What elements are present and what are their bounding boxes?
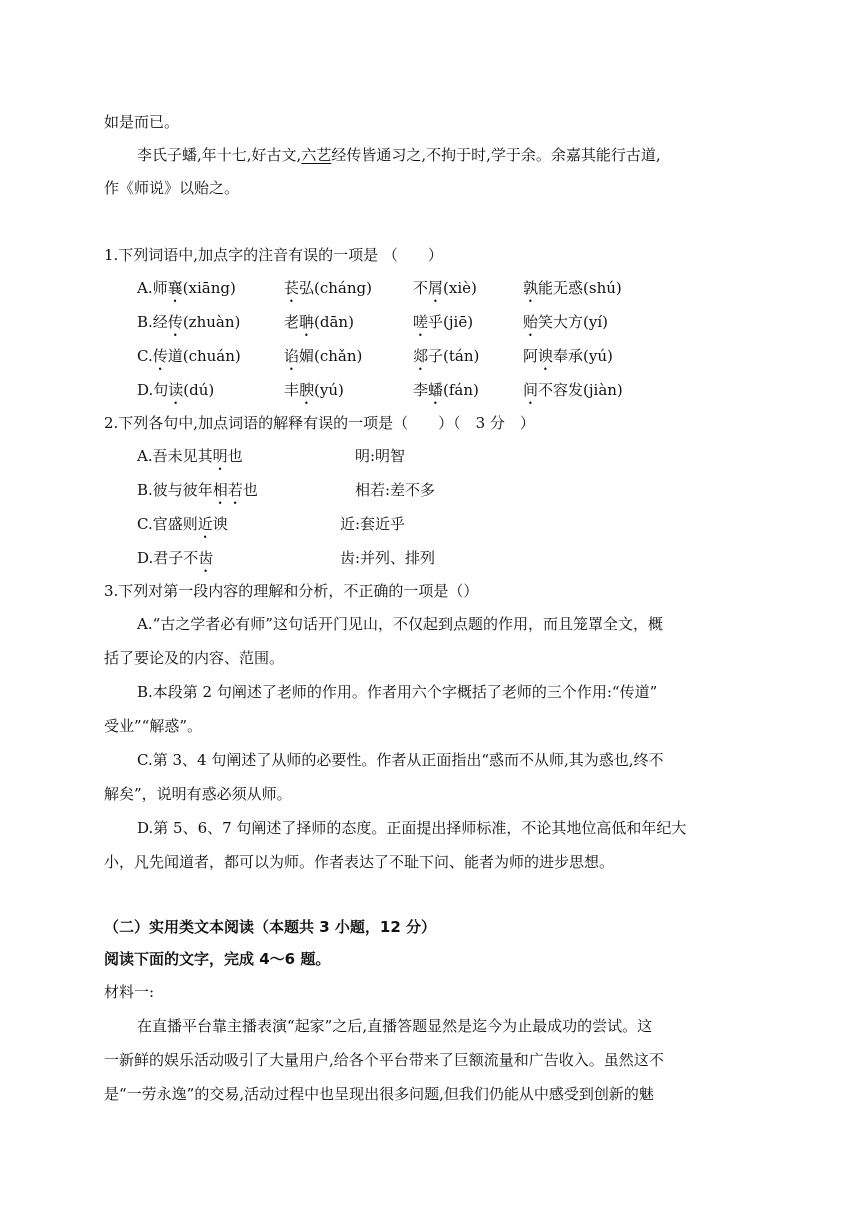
term-text: 乎(jiē) xyxy=(428,313,474,331)
sentence-text: C.官盛则 xyxy=(137,515,198,533)
q1-option-d-term xyxy=(413,380,479,408)
q1-option-a-term xyxy=(523,278,622,306)
q2-option-sentence xyxy=(137,548,213,576)
q2-option-explanation: 齿:并列、排列 xyxy=(340,549,436,567)
q1-option-b-term xyxy=(284,312,354,340)
question-3-stem: 3.下列对第一段内容的理解和分析，不正确的一项是（） xyxy=(104,582,479,600)
term-text: 不容发(jiàn) xyxy=(538,381,623,399)
dotted-word: 相若 xyxy=(212,481,243,499)
material-paragraph-line: 一新鲜的娱乐活动吸引了大量用户,给各个平台带来了巨额流量和广告收入。虽然这不 xyxy=(104,1051,664,1069)
q2-option-explanation: 相若:差不多 xyxy=(355,481,436,499)
q2-option-explanation: 近:套近乎 xyxy=(340,515,406,533)
dotted-character: 腴 xyxy=(299,381,315,399)
q1-option-c-term xyxy=(523,346,613,374)
sentence-text: 也 xyxy=(227,447,243,465)
option-label: A. xyxy=(137,279,153,297)
term-text: (yú) xyxy=(314,381,344,399)
dotted-character: 贻 xyxy=(523,313,539,331)
passage-paragraph xyxy=(137,145,661,165)
q1-option-c-term xyxy=(137,346,241,374)
q1-option-b-term xyxy=(523,312,608,340)
term-text: 阿 xyxy=(523,347,539,365)
question-3-option-d-cont: 小，凡先闻道者，都可以为师。作者表达了不耻下问、能者为师的进步思想。 xyxy=(104,853,615,871)
term-text: 媚(chǎn) xyxy=(299,347,363,365)
term-text: (fán) xyxy=(443,381,479,399)
term-text: (xiāng) xyxy=(182,279,236,297)
question-3-option-c: C.第 3、4 句阐述了从师的必要性。作者从正面指出“惑而不从师,其为惑也,终不 xyxy=(137,751,664,769)
term-text: 奉承(yú) xyxy=(553,347,613,365)
passage-line: 作《师说》以贻之。 xyxy=(104,179,240,197)
passage-line: 如是而已。 xyxy=(104,113,180,131)
q1-option-d-term xyxy=(137,380,214,408)
q2-option-sentence xyxy=(137,446,243,474)
q1-option-a-term xyxy=(413,278,477,306)
term-text: 笑大方(yí) xyxy=(538,313,608,331)
dotted-character: 屑 xyxy=(428,279,444,297)
dotted-character: 嗟 xyxy=(413,313,429,331)
option-label: B. xyxy=(137,313,153,331)
term-text: 道(chuán) xyxy=(167,347,241,365)
q2-option-explanation: 明:明智 xyxy=(355,447,406,465)
question-3-option-b: B.本段第 2 句阐述了老师的作用。作者用六个字概括了老师的三个作用:“传道” xyxy=(137,683,658,701)
dotted-character: 孰 xyxy=(523,279,539,297)
dotted-word: 齿 xyxy=(198,549,214,567)
passage-text: 李氏子蟠,年十七,好古文, xyxy=(137,146,302,164)
sentence-text: 谀 xyxy=(212,515,228,533)
term-text: (zhuàn) xyxy=(182,313,241,331)
term-text: 丰 xyxy=(284,381,300,399)
section-instruction: 阅读下面的文字，完成 4～6 题。 xyxy=(104,950,331,968)
q1-option-a-term xyxy=(137,278,236,306)
dotted-word: 近 xyxy=(197,515,213,533)
dotted-character: 读 xyxy=(168,381,184,399)
dotted-character: 苌 xyxy=(284,279,300,297)
question-3-option-a: A.“古之学者必有师”这句话开门见山，不仅起到点题的作用，而且笼罩全文，概 xyxy=(137,615,663,633)
q2-option-sentence xyxy=(137,480,258,508)
term-text: 师 xyxy=(152,279,168,297)
passage-text: 经传皆通习之,不拘于时,学于余。余嘉其能行古道, xyxy=(331,146,661,164)
question-1-stem: 1.下列词语中,加点字的注音有误的一项是 （ ） xyxy=(104,246,443,264)
q1-option-c-term xyxy=(413,346,479,374)
term-text: (dú) xyxy=(183,381,215,399)
dotted-character: 传 xyxy=(167,313,183,331)
term-text: 能无惑(shú) xyxy=(538,279,622,297)
option-label: C. xyxy=(137,347,153,365)
material-paragraph-line: 在直播平台靠主播表演“起家”之后,直播答题显然是迄今为止最成功的尝试。这 xyxy=(137,1017,653,1035)
term-text: (dān) xyxy=(314,313,354,331)
question-3-option-b-cont: 受业”“解惑”。 xyxy=(104,717,203,735)
sentence-text: B.彼与彼年 xyxy=(137,481,213,499)
section-heading: （二）实用类文本阅读（本题共 3 小题，12 分） xyxy=(104,918,436,936)
q1-option-b-term xyxy=(413,312,473,340)
material-label: 材料一: xyxy=(104,983,155,1001)
question-3-option-d: D.第 5、6、7 句阐述了择师的态度。正面提出择师标准，不论其地位高低和年纪大 xyxy=(137,819,687,837)
term-text: 句 xyxy=(153,381,169,399)
question-2-stem: 2.下列各句中,加点词语的解释有误的一项是（ ）（ 3 分 ） xyxy=(104,414,535,432)
term-text: 李 xyxy=(413,381,429,399)
q1-option-d-term xyxy=(523,380,623,408)
dotted-word: 明 xyxy=(212,447,228,465)
q2-option-sentence xyxy=(137,514,228,542)
dotted-character: 蟠 xyxy=(428,381,444,399)
q1-option-c-term xyxy=(284,346,362,374)
q1-option-d-term xyxy=(284,380,344,408)
sentence-text: 也 xyxy=(242,481,258,499)
sentence-text: A.吾未见其 xyxy=(137,447,213,465)
term-text: (xiè) xyxy=(443,279,477,297)
option-label: D. xyxy=(137,381,154,399)
dotted-character: 谀 xyxy=(538,347,554,365)
question-3-option-c-cont: 解矣”，说明有惑必须从师。 xyxy=(104,785,292,803)
term-text: 弘(cháng) xyxy=(299,279,372,297)
question-3-option-a-cont: 括了要论及的内容、范围。 xyxy=(104,649,285,667)
term-text: 子(tán) xyxy=(428,347,480,365)
q1-option-b-term xyxy=(137,312,240,340)
dotted-character: 聃 xyxy=(299,313,315,331)
dotted-character: 谄 xyxy=(284,347,300,365)
dotted-character: 传 xyxy=(152,347,168,365)
term-text: 经 xyxy=(152,313,168,331)
q1-option-a-term xyxy=(284,278,372,306)
underlined-term: 六艺 xyxy=(301,146,332,164)
term-text: 老 xyxy=(284,313,300,331)
material-paragraph-line: 是“一劳永逸”的交易,活动过程中也呈现出很多问题,但我们仍能从中感受到创新的魅 xyxy=(104,1085,654,1103)
dotted-character: 郯 xyxy=(413,347,429,365)
sentence-text: D.君子不 xyxy=(137,549,199,567)
term-text: 不 xyxy=(413,279,429,297)
dotted-character: 间 xyxy=(523,381,539,399)
dotted-character: 襄 xyxy=(167,279,183,297)
